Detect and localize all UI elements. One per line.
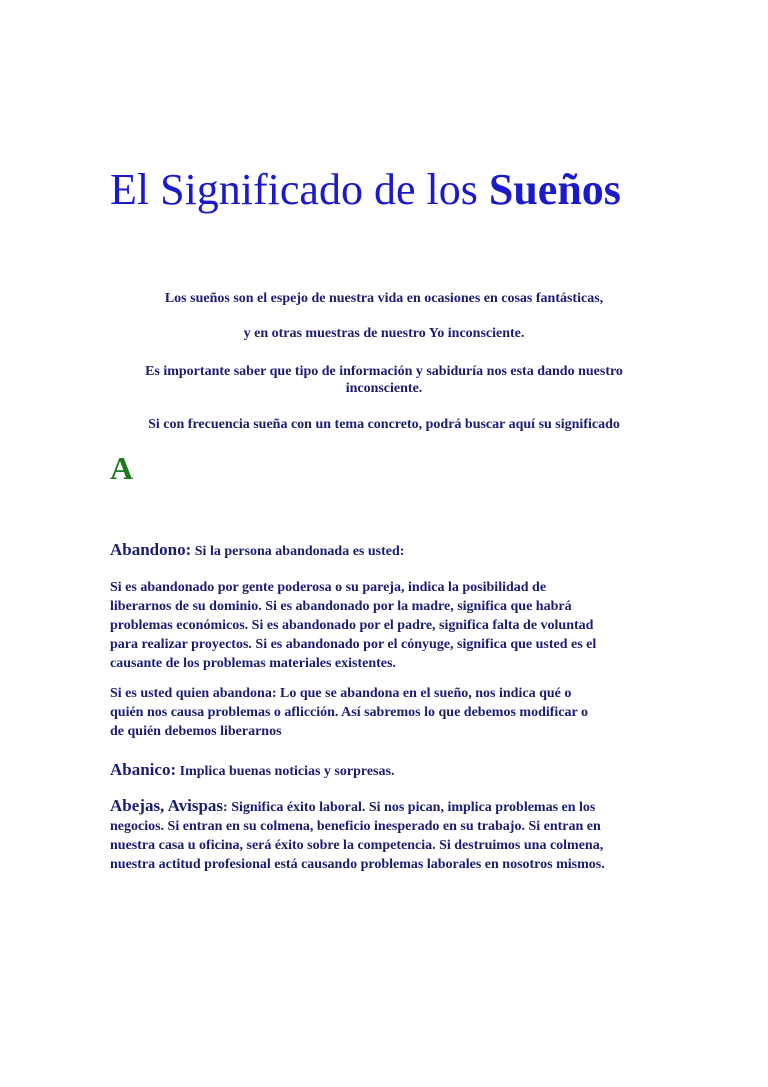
entry-text: Implica buenas noticias y sorpresas.: [176, 764, 395, 779]
paragraph-line: causante de los problemas materiales existentes.: [110, 656, 396, 671]
intro-line-2: y en otras muestras de nuestro Yo inconsciente.: [243, 326, 525, 341]
abandono-paragraph-1: [110, 578, 670, 673]
intro-line-1: Los sueños son el espejo de nuestra vida en ocasiones en cosas fantásticas,: [164, 291, 604, 306]
entry-abanico: [110, 760, 670, 781]
entry-abandono: [110, 540, 670, 561]
title-bold: Sueños: [488, 165, 621, 214]
entry-term: Abejas, Avispas: [110, 796, 224, 815]
entry-term: Abandono:: [110, 540, 192, 559]
section-letter: A: [110, 450, 134, 486]
paragraph-line: Si es usted quien abandona: Lo que se abandona en el sueño, nos indica qué o: [110, 686, 572, 701]
paragraph-line: liberarnos de su dominio. Si es abandonado por la madre, significa que habrá: [110, 599, 572, 614]
paragraph-line: problemas económicos. Si es abandonado por el padre, significa falta de voluntad: [110, 618, 594, 633]
paragraph-line: para realizar proyectos. Si es abandonado por el cónyuge, significa que usted es el: [110, 637, 597, 652]
paragraph-line: quién nos causa problemas o aflicción. Así sabremos lo que debemos modificar o: [110, 705, 588, 720]
entry-text: Si la persona abandonada es usted:: [191, 544, 405, 559]
paragraph-line: negocios. Si entran en su colmena, beneficio inesperado en su trabajo. Si entran en: [110, 819, 601, 834]
entry-abejas: [110, 796, 670, 874]
page-title: [110, 164, 621, 216]
title-regular: El Significado de los: [110, 165, 489, 214]
paragraph-line: nuestra actitud profesional está causando problemas laborales en nosotros mismos.: [110, 857, 605, 872]
paragraph-line: nuestra casa u oficina, será éxito sobre la competencia. Si destruimos una colmena,: [110, 838, 604, 853]
entry-text: : Significa éxito laboral. Si nos pican, implica problemas en los: [223, 800, 596, 815]
intro-line-3: Es importante saber que tipo de información y sabiduría nos esta dando nuestro: [145, 364, 623, 379]
paragraph-line: [110, 796, 670, 817]
entry-term: Abanico:: [110, 760, 177, 779]
intro-line-5: Si con frecuencia sueña con un tema concreto, podrá buscar aquí su significado: [148, 417, 620, 432]
abandono-paragraph-2: [110, 684, 670, 741]
paragraph-line: Si es abandonado por gente poderosa o su pareja, indica la posibilidad de: [110, 580, 547, 595]
paragraph-line: de quién debemos liberarnos: [110, 724, 282, 739]
intro-line-4: inconsciente.: [345, 381, 423, 396]
